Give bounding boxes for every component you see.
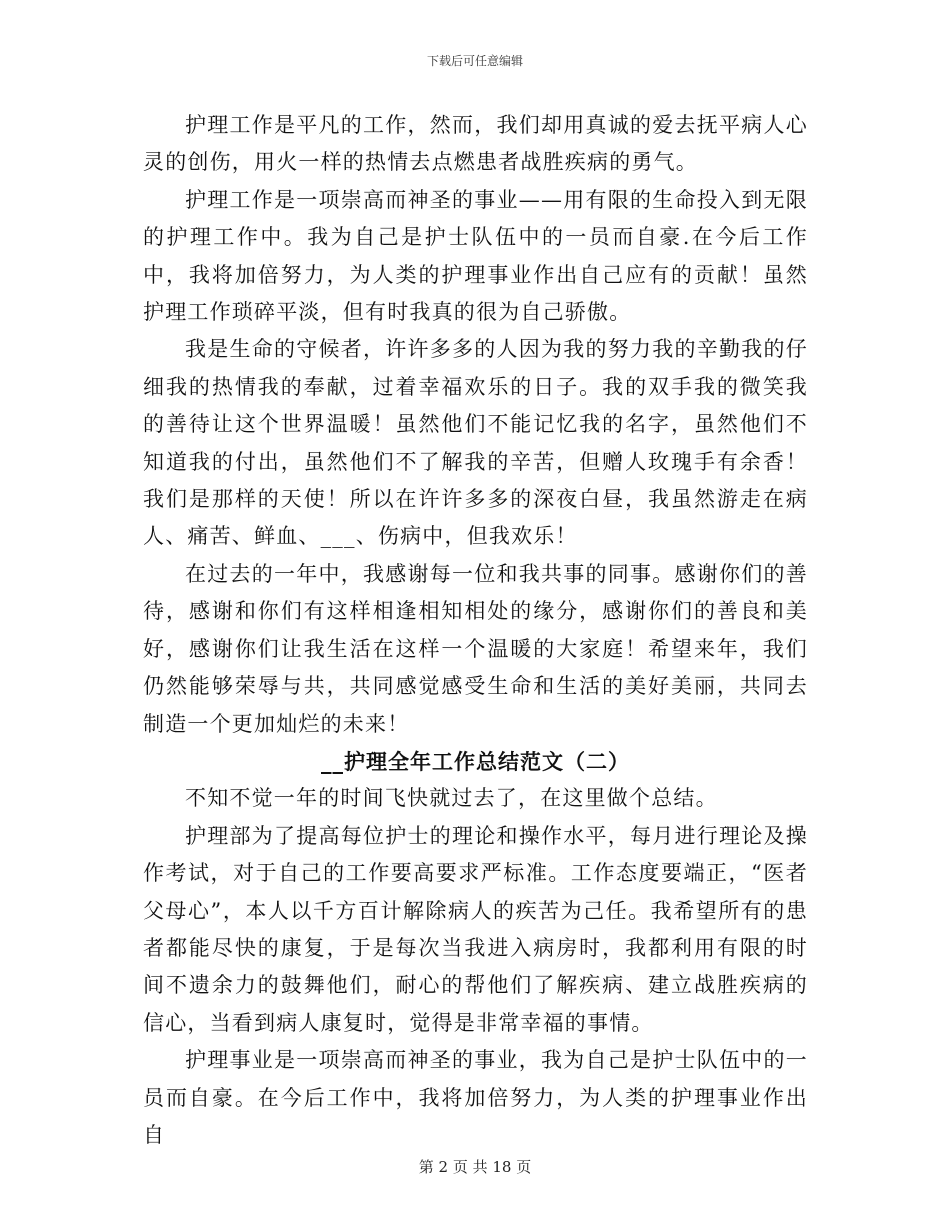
page-header: 下载后可任意编辑: [426, 54, 523, 68]
paragraph: 我是生命的守候者，许许多多的人因为我的努力我的辛勤我的仔细我的热情我的奉献，过着幸福欢乐的日子。我的双手我的微笑我的善待让这个世界温暖！虽然他们不能记忆我的名字，虽然他们不知道我的付出，虽然他们不了解我的辛苦，但赠人玫瑰手有余香！我们是那样的天使！所以在许许多多的深夜白昼，我虽然游走在病人、痛苦、鲜血、___、伤病中，但我欢乐！: [143, 337, 808, 549]
paragraph: 护理部为了提高每位护士的理论和操作水平，每月进行理论及操作考试，对于自己的工作要高要求严标准。工作态度要端正，“医者父母心”，本人以千方百计解除病人的疾苦为己任。我希望所有的患者都能尽快的康复，于是每次当我进入病房时，我都利用有限的时间不遗余力的鼓舞他们，耐心的帮他们了解疾病、建立战胜疾病的信心，当看到病人康复时，觉得是非常幸福的事情。: [143, 823, 808, 1035]
section-title: __护理全年工作总结范文（二）: [321, 748, 630, 774]
document-body: [143, 107, 808, 1154]
paragraph: 在过去的一年中，我感谢每一位和我共事的同事。感谢你们的善待，感谢和你们有这样相逢相知相处的缘分，感谢你们的善良和美好，感谢你们让我生活在这样一个温暖的大家庭！希望来年，我们仍然能够荣辱与共，共同感觉感受生命和生活的美好美丽，共同去制造一个更加灿烂的未来！: [143, 561, 808, 736]
paragraph: 护理工作是一项崇高而神圣的事业——用有限的生命投入到无限的护理工作中。我为自己是护士队伍中的一员而自豪.在今后工作中，我将加倍努力，为人类的护理事业作出自己应有的贡献！虽然护理工作琐碎平淡，但有时我真的很为自己骄傲。: [143, 187, 808, 325]
paragraph: 护理工作是平凡的工作，然而，我们却用真诚的爱去抚平病人心灵的创伤，用火一样的热情去点燃患者战胜疾病的勇气。: [143, 113, 808, 175]
page-footer: 第 2 页 共 18 页: [418, 1158, 532, 1176]
paragraph: 护理事业是一项崇高而神圣的事业，我为自己是护士队伍中的一员而自豪。在今后工作中，我将加倍努力，为人类的护理事业作出自: [143, 1048, 808, 1147]
paragraph: 不知不觉一年的时间飞快就过去了，在这里做个总结。: [185, 786, 718, 811]
